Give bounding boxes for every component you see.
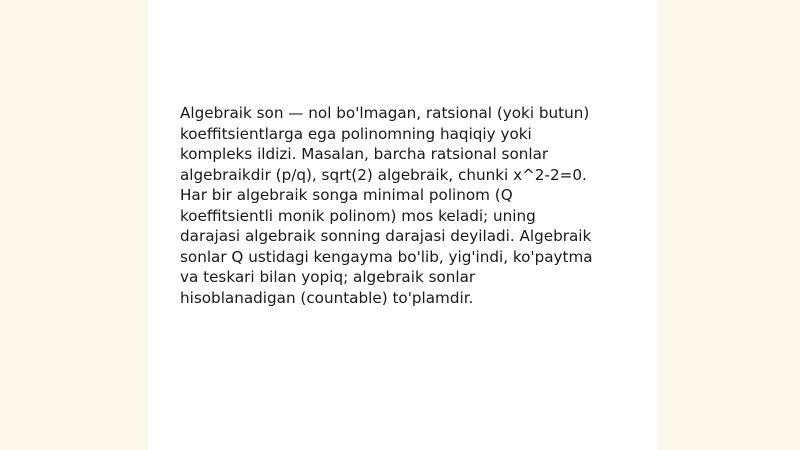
body-paragraph: Algebraik son — nol bo'lmagan, ratsional (yoki butun) koeffitsientlarga ega polinomning haqiqiy yoki kompleks ildizi. Masalan, barcha ratsional sonlar algebraikdir (p/q), sqrt(2) algebraik, chunki x^2-2=0. Har bir algebraik songa minimal polinom (Q koeffitsientli monik polinom) mos keladi; uning darajasi algebraik sonning darajasi deyiladi. Algebraik sonlar Q ustidagi kengayma bo'lib, yig'indi, ko'paytma va teskari bilan yopiq; algebraik sonlar hisoblanadigan (countable) to'plamdir. — [180, 104, 593, 307]
document-page — [148, 0, 658, 450]
